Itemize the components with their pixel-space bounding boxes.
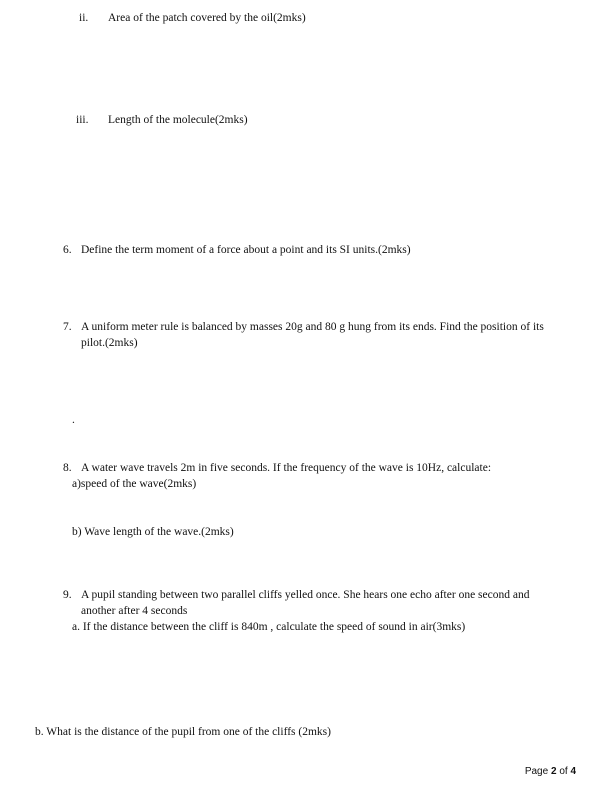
- q8-part-a: a)speed of the wave(2mks): [72, 478, 197, 490]
- q8-text: A water wave travels 2m in five seconds. If the frequency of the wave is 10Hz, calculate:: [81, 462, 492, 474]
- q6-number: 6.: [63, 244, 72, 256]
- total-pages-number: 4: [570, 766, 576, 777]
- q5-iii-marker: iii.: [76, 114, 89, 126]
- q8-number: 8.: [63, 462, 72, 474]
- q7-number: 7.: [63, 321, 72, 333]
- q9-part-b: b. What is the distance of the pupil from one of the cliffs (2mks): [35, 726, 331, 738]
- q7-text-line2: pilot.(2mks): [81, 337, 138, 349]
- q8-part-b: b) Wave length of the wave.(2mks): [72, 526, 234, 538]
- q5-iii-text: Length of the molecule(2mks): [108, 114, 248, 126]
- q9-part-a: a. If the distance between the cliff is 840m , calculate the speed of sound in air(3mks): [72, 621, 466, 633]
- q9-text-line2: another after 4 seconds: [81, 605, 188, 617]
- q9-text-line1: A pupil standing between two parallel cliffs yelled once. She hears one echo after one second and: [81, 589, 530, 601]
- page-number-footer: [525, 766, 576, 777]
- current-page-number: 2: [550, 766, 557, 777]
- q5-ii-text: Area of the patch covered by the oil(2mks): [108, 12, 306, 24]
- q9-number: 9.: [63, 589, 72, 601]
- q7-text-line1: A uniform meter rule is balanced by masses 20g and 80 g hung from its ends. Find the position of its: [81, 321, 544, 333]
- q6-text: Define the term moment of a force about a point and its SI units.(2mks): [81, 244, 411, 256]
- page-word: Page: [524, 766, 549, 777]
- of-word: of: [559, 766, 568, 777]
- stray-dot: .: [72, 414, 75, 426]
- q5-ii-marker: ii.: [79, 12, 89, 24]
